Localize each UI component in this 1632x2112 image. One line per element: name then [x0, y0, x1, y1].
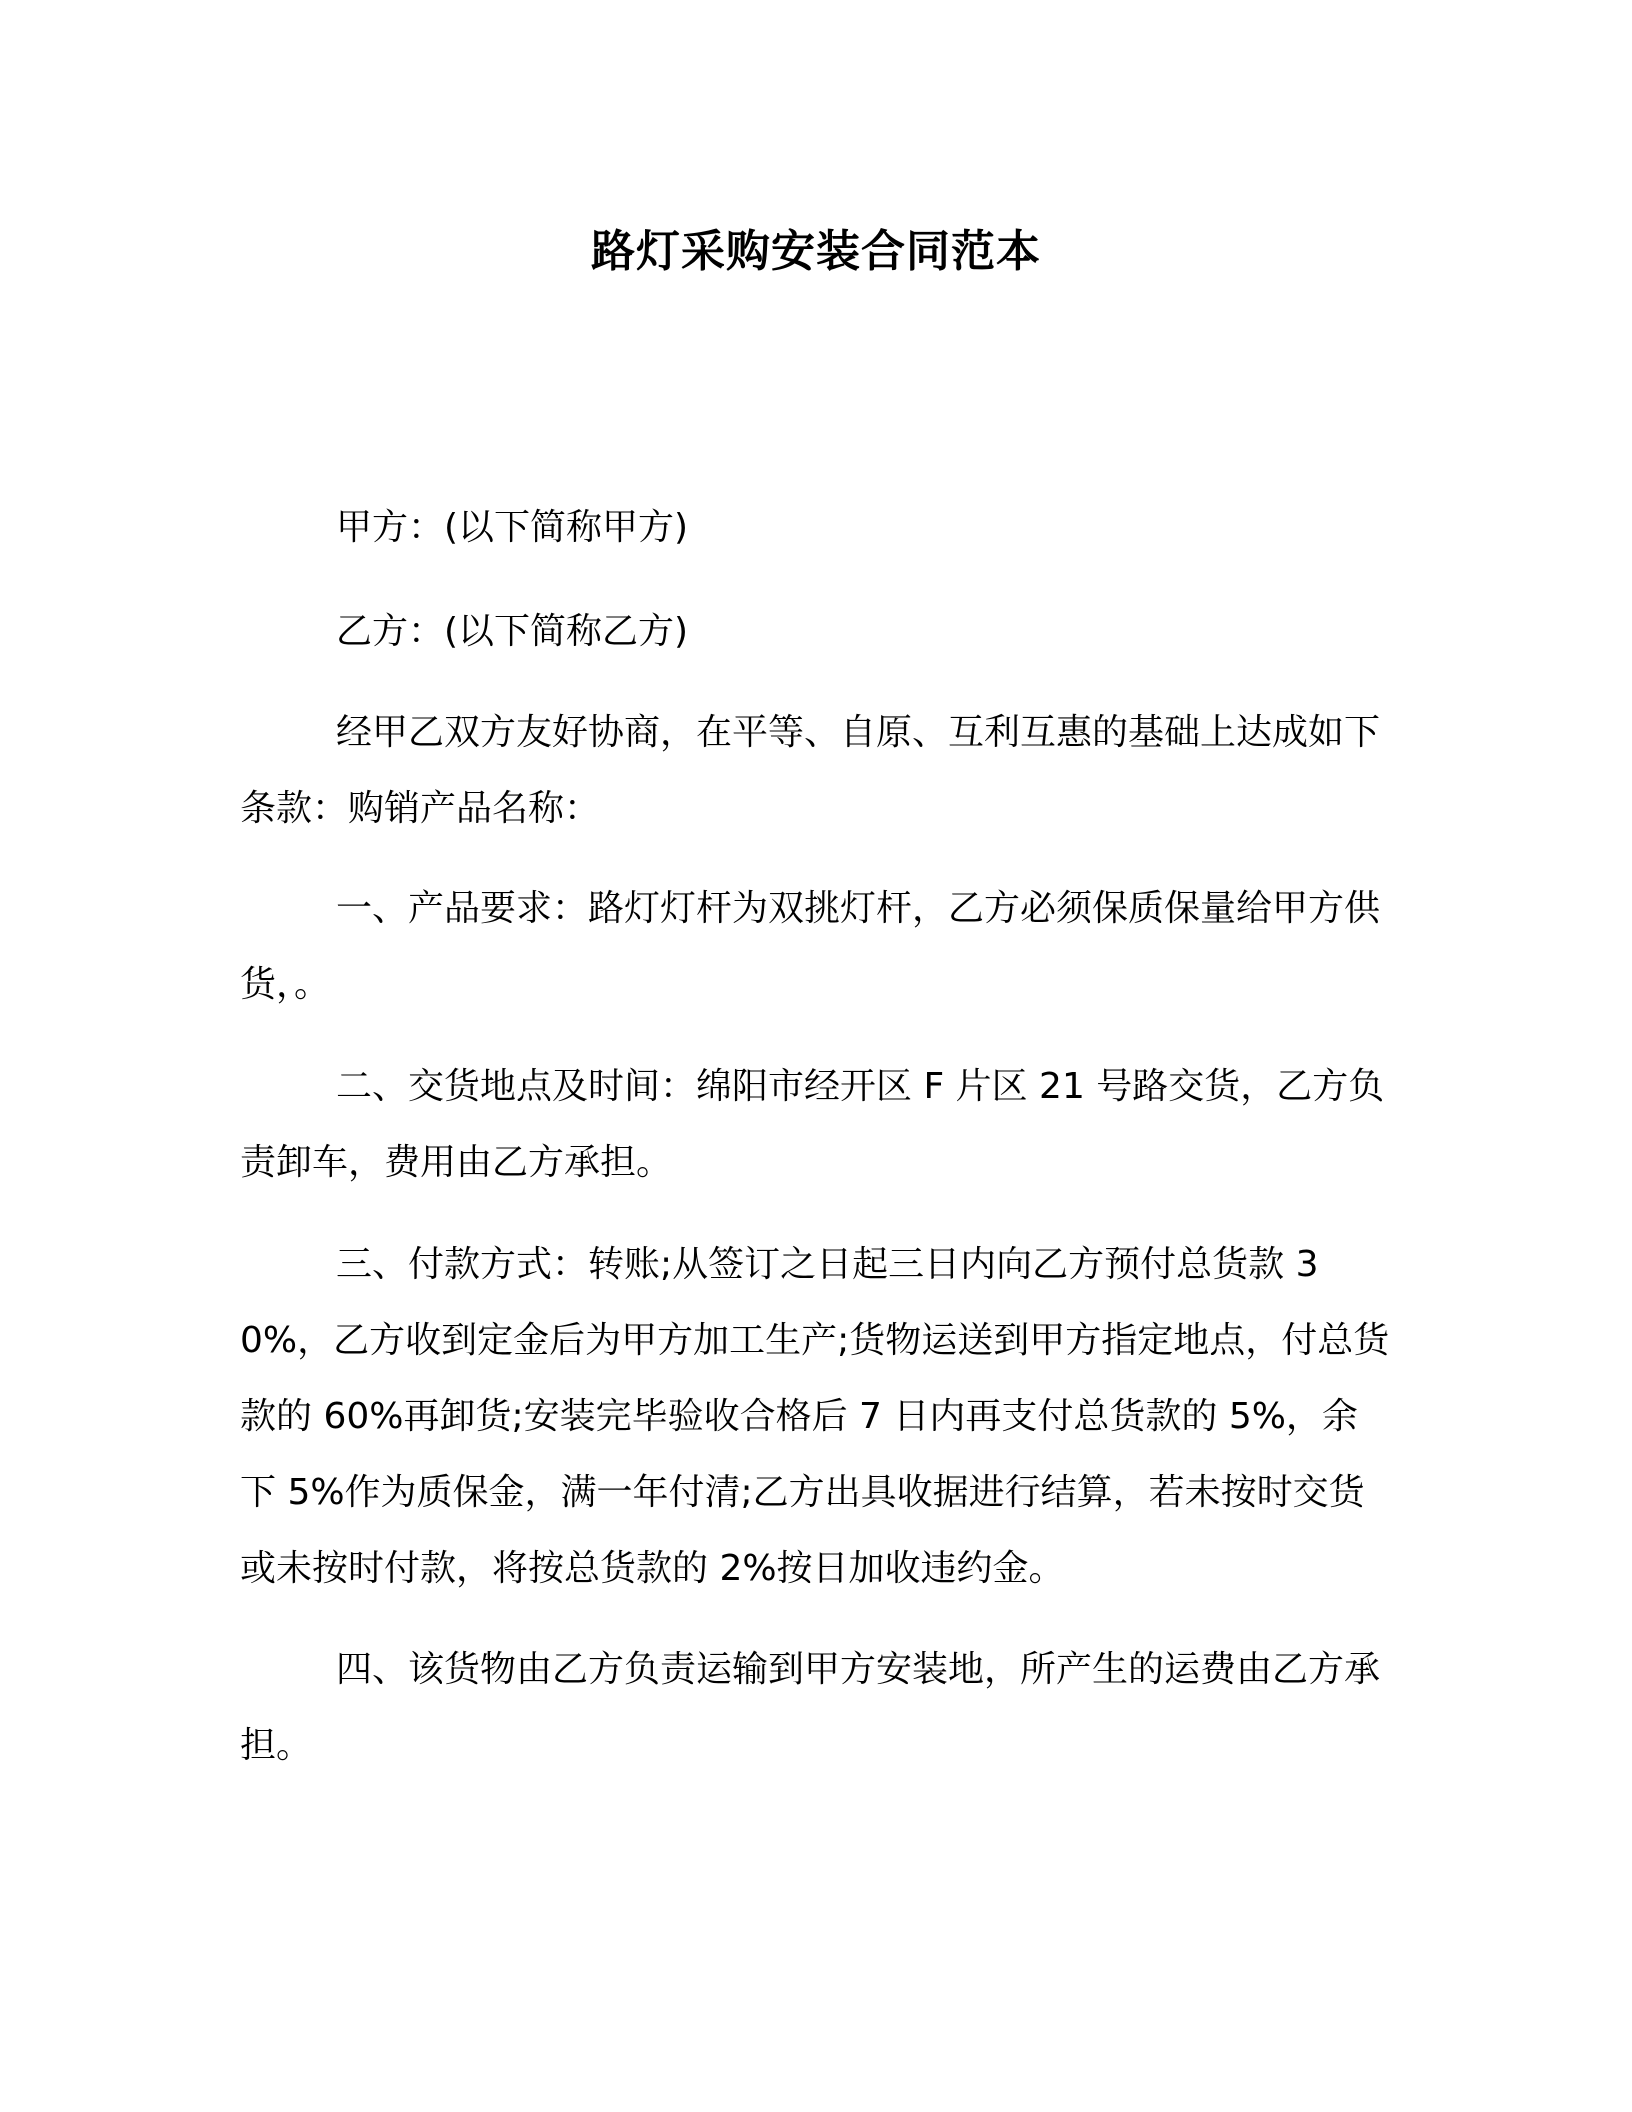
party-b-line: 乙方：(以下简称乙方): [336, 611, 689, 652]
clause-3-payment: 三、付款方式：转账;从签订之日起三日内向乙方预付总货款 30%，乙方收到定金后为甲方加工生产;货物运送到甲方指定地点，付总货款的 60%再卸货;安装完毕验收合格后 7 日内再支付总货款的 5%，余下 5%作为质保金，满一年付清;乙方出具收据进行结算，若未按时交货或未按时付款，将按总货款的 2%按日加收违约金。: [240, 1244, 1390, 1589]
party-a-line: 甲方：(以下简称甲方): [336, 507, 689, 548]
document-title: 路灯采购安装合同范本: [591, 226, 1041, 277]
clause-2-delivery: 二、交货地点及时间：绵阳市经开区 F 片区 21 号路交货，乙方负责卸车，费用由乙方承担。: [240, 1066, 1385, 1183]
clause-4-transport: 四、该货物由乙方负责运输到甲方安装地，所产生的运费由乙方承担。: [240, 1649, 1381, 1766]
intro-paragraph: 经甲乙双方友好协商，在平等、自原、互利互惠的基础上达成如下条款：购销产品名称：: [240, 712, 1381, 829]
clause-1-product-requirements: 一、产品要求：路灯灯杆为双挑灯杆，乙方必须保质保量给甲方供货，。: [240, 888, 1381, 1005]
